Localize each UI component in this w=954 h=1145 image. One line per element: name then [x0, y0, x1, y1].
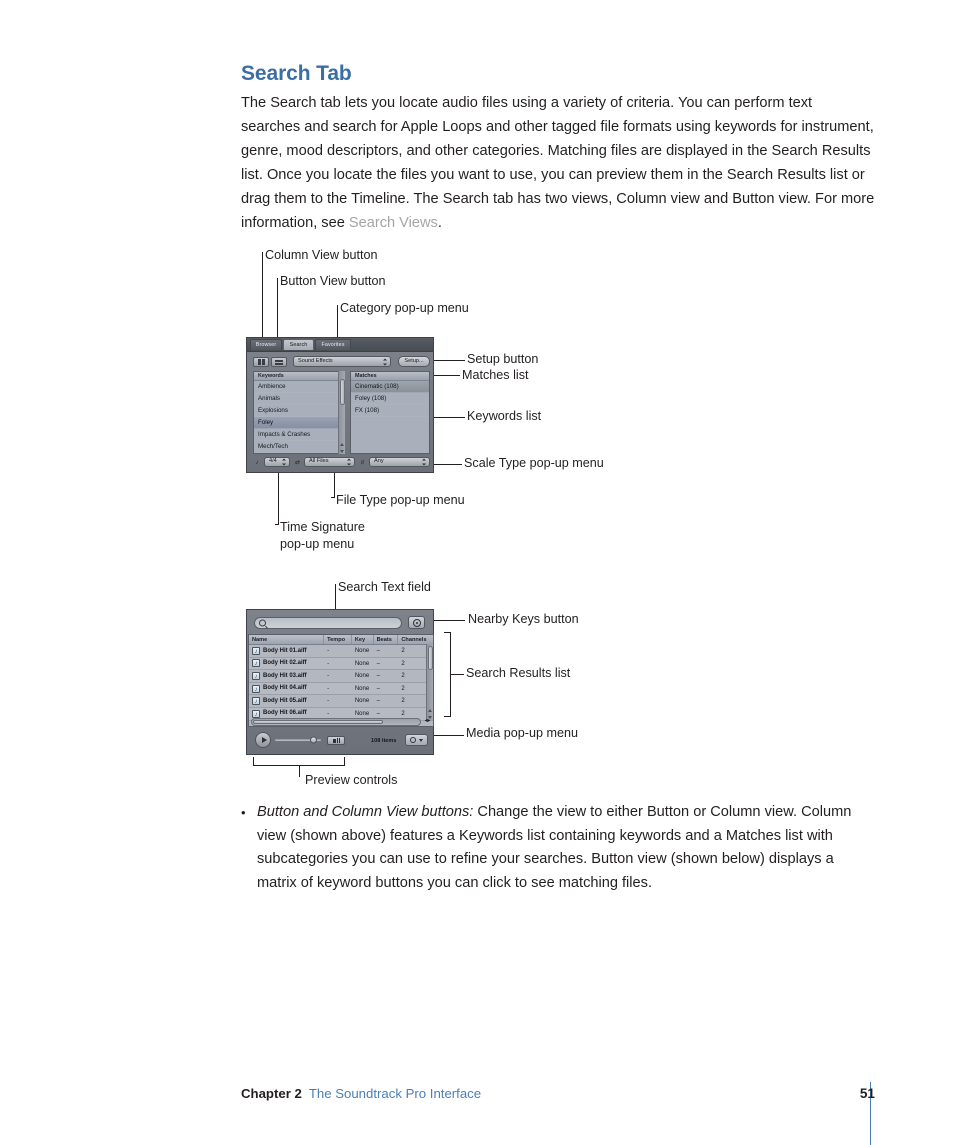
time-signature-value: 4/4 [269, 458, 277, 465]
cell-tempo: - [327, 673, 330, 680]
scrollbar-thumb[interactable] [428, 646, 433, 670]
callout-nearby-keys-button: Nearby Keys button [468, 612, 579, 626]
leader-time-signature-foot [275, 524, 279, 525]
cell-beats: – [376, 673, 380, 680]
cell-name: Body Hit 05.aiff [263, 697, 307, 704]
cell-tempo: - [327, 710, 330, 717]
item-count-label: 108 items [371, 738, 397, 744]
callout-file-type-popup-menu: File Type pop-up menu [336, 493, 465, 507]
cell-beats: – [376, 710, 380, 717]
cell-tempo: - [327, 660, 330, 667]
category-popup-menu[interactable] [293, 356, 391, 367]
list-item [241, 801, 877, 895]
chevron-updown-icon [282, 459, 286, 466]
audio-file-icon [252, 672, 260, 680]
scale-type-icon: ♯ [361, 459, 364, 466]
meter-bar-icon [333, 739, 336, 743]
scrollbar-thumb[interactable] [340, 379, 345, 405]
keywords-list-item-selected[interactable]: Foley [254, 417, 344, 429]
search-views-link[interactable]: Search Views [348, 215, 438, 231]
cell-key: None [354, 698, 370, 705]
button-view-button[interactable] [271, 357, 287, 367]
file-type-popup-menu[interactable] [304, 457, 355, 467]
matches-list[interactable] [350, 371, 430, 454]
callout-media-popup-menu: Media pop-up menu [466, 726, 579, 740]
cell-channels: 2 [401, 660, 405, 667]
slider-knob[interactable] [310, 737, 317, 744]
bullet-list [241, 801, 877, 895]
results-horizontal-scrollbar[interactable] [251, 718, 421, 726]
tab-favorites[interactable]: Favorites [315, 339, 351, 350]
bullet-lead-in: Button and Column View buttons: [257, 804, 474, 820]
cell-beats: – [376, 685, 380, 692]
callout-keywords-list: Keywords list [467, 409, 542, 423]
column-header-beats[interactable]: Beats [374, 635, 399, 644]
leader-scale-type [432, 464, 462, 465]
cell-channels: 2 [401, 648, 405, 654]
audio-file-icon [252, 647, 260, 655]
chevron-updown-icon [422, 459, 426, 466]
bracket-preview-controls [253, 757, 345, 766]
table-row[interactable] [249, 683, 433, 696]
cell-channels: 2 [401, 698, 405, 705]
column-header-name[interactable]: Name [249, 635, 324, 644]
callout-search-text-field: Search Text field [338, 580, 431, 594]
search-icon [259, 620, 266, 627]
media-popup-menu[interactable] [405, 734, 428, 746]
cell-channels: 2 [401, 710, 405, 717]
footer-chapter: Chapter 2 [241, 1086, 302, 1101]
intro-text: The Search tab lets you locate audio files using a variety of criteria. You can perform text searches and search for Apple Loops and other tagged file formats using keywords for instrument, genre, mood descriptors, and other categories. Matching files are displayed in the Search Results list. Once you locate the files you want to use, you can preview them in the Search Results list or drag them to the Timeline. The Search tab has two views, Column view and Button view. For more information, see [241, 95, 875, 231]
leader-setup-button [432, 360, 465, 361]
scrollbar-thumb[interactable] [253, 720, 383, 724]
cell-beats: – [376, 648, 380, 654]
audio-file-icon [252, 710, 260, 718]
matches-list-item[interactable]: FX (108) [351, 405, 429, 417]
leader-preview-controls [299, 766, 300, 777]
cell-beats: – [376, 660, 380, 667]
cell-key: None [354, 710, 370, 717]
cell-channels: 2 [401, 673, 405, 680]
cell-name: Body Hit 04.aiff [263, 685, 307, 692]
table-header-row [249, 635, 433, 645]
table-row[interactable] [249, 658, 433, 671]
leader-media-popup [430, 735, 464, 736]
table-row[interactable] [249, 670, 433, 683]
nearby-keys-icon [413, 619, 421, 627]
leader-file-type-foot [331, 497, 335, 498]
category-popup-value: Sound Effects [298, 357, 333, 364]
callout-column-view-button: Column View button [265, 248, 378, 262]
intro-paragraph [241, 91, 875, 235]
file-type-value: All Files [309, 458, 329, 465]
keywords-list-item[interactable]: Animals [254, 393, 344, 405]
chevron-updown-icon [383, 358, 387, 365]
meter-bar-icon [339, 738, 340, 743]
cell-name: Body Hit 06.aiff [263, 710, 307, 717]
level-meter-button[interactable] [327, 736, 345, 745]
cell-channels: 2 [401, 685, 405, 692]
chevron-down-icon [419, 739, 423, 742]
footer [241, 1086, 875, 1101]
intro-tail: . [437, 215, 442, 231]
column-header-key[interactable]: Key [352, 635, 374, 644]
search-results-list[interactable] [248, 634, 434, 727]
callout-button-view-button: Button View button [280, 274, 386, 288]
matches-list-item[interactable]: Foley (108) [351, 393, 429, 405]
cell-key: None [354, 673, 370, 680]
callout-time-signature-popup-menu-line2: pop-up menu [280, 537, 355, 551]
column-header-channels[interactable]: Channels [401, 637, 427, 643]
callout-category-popup-menu: Category pop-up menu [340, 301, 469, 315]
leader-search-results [450, 674, 464, 675]
audio-file-icon [252, 685, 260, 693]
table-row[interactable] [249, 695, 433, 708]
footer-chapter-title[interactable]: The Soundtrack Pro Interface [308, 1086, 482, 1101]
keywords-list-scrollbar[interactable] [338, 371, 345, 454]
search-tab-column-view-panel[interactable] [246, 337, 434, 473]
table-row[interactable] [249, 645, 433, 658]
scroll-arrows-horizontal-icon[interactable]: ◂▸ [424, 718, 431, 724]
cell-key: None [354, 660, 370, 667]
volume-slider[interactable] [275, 732, 321, 748]
metronome-icon: ♪ [255, 459, 259, 466]
file-type-icon: ⇄ [294, 459, 301, 466]
audio-file-icon [252, 697, 260, 705]
keywords-list-item[interactable]: Impacts & Crashes [254, 429, 344, 441]
callout-search-results-list: Search Results list [466, 666, 571, 680]
play-button[interactable] [255, 732, 271, 748]
cell-key: None [354, 685, 370, 692]
play-icon [262, 737, 267, 743]
matches-list-item-selected[interactable]: Cinematic (108) [351, 381, 429, 393]
results-vertical-scrollbar[interactable] [426, 644, 433, 720]
nearby-keys-button[interactable] [408, 616, 425, 629]
matches-list-header: Matches [351, 372, 429, 381]
setup-button-label: Setup... [404, 357, 424, 364]
scale-type-popup-menu[interactable] [369, 457, 430, 467]
column-view-icon [258, 359, 265, 365]
page-number: 51 [859, 1086, 875, 1101]
column-view-button[interactable] [253, 357, 269, 367]
bullet-text [257, 801, 877, 895]
bracket-search-results-list [444, 632, 452, 717]
callout-matches-list: Matches list [462, 368, 529, 382]
cell-name: Body Hit 02.aiff [263, 660, 307, 667]
meter-bar-icon [337, 738, 338, 743]
cell-tempo: - [327, 685, 330, 692]
page-title: Search Tab [241, 62, 352, 85]
callout-preview-controls: Preview controls [305, 773, 398, 787]
setup-button[interactable] [398, 356, 430, 367]
keywords-list-item[interactable]: Ambience [254, 381, 344, 393]
keywords-list-header: Keywords [254, 372, 344, 381]
cell-tempo: - [327, 698, 330, 705]
column-header-tempo[interactable]: Tempo [324, 635, 352, 644]
keywords-list[interactable] [253, 371, 345, 454]
callout-time-signature-popup-menu-line1: Time Signature [280, 520, 365, 534]
gear-icon [410, 737, 416, 743]
cell-name: Body Hit 01.aiff [263, 647, 307, 654]
chevron-updown-icon [347, 459, 351, 466]
tab-search[interactable]: Search [283, 339, 314, 350]
leader-nearby-keys [430, 620, 465, 621]
tab-strip [247, 338, 433, 352]
callout-setup-button: Setup button [467, 352, 539, 366]
cell-beats: – [376, 698, 380, 705]
audio-file-icon [252, 659, 260, 667]
keywords-list-item[interactable]: Mech/Tech [254, 441, 344, 453]
bullet-marker: • [241, 805, 246, 820]
button-view-icon [275, 360, 283, 365]
bullet-body: Change the view to either Button or Column view. Column view (shown above) features a Keywords list containing keywords and a Matches list with subcategories you can use to refine your searches. Button view (shown below) displays a matrix of keyword buttons you can click to see matching files. [257, 804, 852, 891]
search-results-panel[interactable] [246, 609, 434, 755]
cell-tempo: - [327, 648, 330, 654]
time-signature-popup-menu[interactable] [264, 457, 290, 467]
cell-name: Body Hit 03.aiff [263, 672, 307, 679]
scale-type-value: Any [374, 458, 384, 465]
keywords-list-item[interactable]: Explosions [254, 405, 344, 417]
cell-key: None [354, 648, 370, 654]
leader-time-signature [278, 466, 279, 524]
tab-browser[interactable]: Browser [250, 339, 282, 350]
leader-matches-list [432, 375, 460, 376]
search-input[interactable] [254, 617, 402, 629]
scroll-arrows-icon[interactable] [340, 443, 345, 453]
callout-scale-type-popup-menu: Scale Type pop-up menu [464, 456, 604, 470]
